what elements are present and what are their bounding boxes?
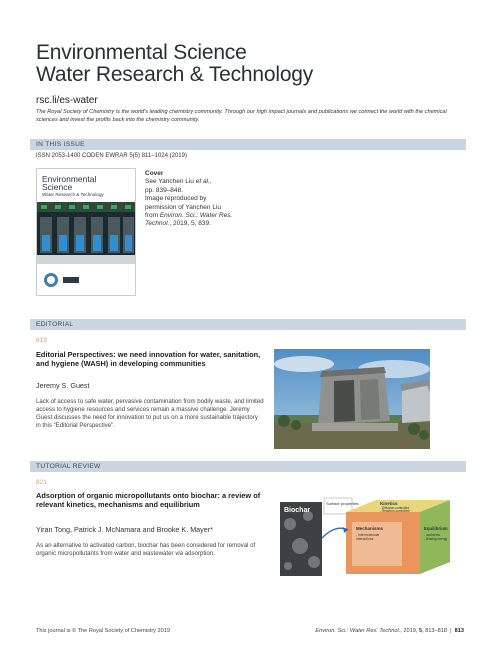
cover-line4: permission of Yanchen Liu xyxy=(145,203,222,211)
diagram-biochar-label: Biochar xyxy=(284,507,311,514)
journal-title-line1: Environmental Science xyxy=(36,41,247,64)
editorial-page-number: 819 xyxy=(36,337,47,344)
diagram-surface-label: Surface properties xyxy=(326,501,359,506)
footer-page-number: 813 xyxy=(454,628,464,634)
issn-line: ISSN 2053-1400 CODEN EWRAR 5(5) 811–1024 (2019) xyxy=(36,153,187,159)
diagram-kinetics-sub1: - Diffusion-controlled xyxy=(380,506,410,510)
journal-title xyxy=(36,42,313,86)
cover-mini-title1: Environmental xyxy=(42,174,97,184)
diagram-mech-sub2: interactions xyxy=(356,537,374,541)
tutorial-page-number: 821 xyxy=(36,479,47,486)
cover-line3: Image reproduced by xyxy=(145,195,207,203)
diagram-kinetics-label: Kinetics xyxy=(380,501,398,506)
tutorial-title[interactable]: Adsorption of organic micropollutants onto biochar: a review of relevant kinetics, mechanisms and equilibrium xyxy=(36,491,261,510)
editorial-photo[interactable] xyxy=(274,349,430,449)
section-bar-in-this-issue: IN THIS ISSUE xyxy=(30,139,466,150)
diagram-mechanisms-label: Mechanisms xyxy=(356,526,384,531)
editorial-title[interactable]: Editorial Perspectives: we need innovation for water, sanitation, and hygiene (WASH) in developing communities xyxy=(36,350,261,369)
latrine-photo-illustration xyxy=(274,349,430,449)
cover-caption xyxy=(145,170,285,229)
tutorial-graphical-abstract[interactable] xyxy=(280,494,456,586)
cover-mini-title2: Science xyxy=(42,182,73,192)
cover-line2: pp. 839–848. xyxy=(145,186,183,194)
editorial-abstract: Lack of access to safe water, pervasive contamination from bodily waste, and limited access to hygiene resources and services remain a massive challenge. Jeremy Guest discusses the need for innovation to put us on a more sustainable trajectory in this “Editorial Perspective”. xyxy=(36,398,264,429)
diagram-kinetics-sub2: - Reaction-controlled xyxy=(380,509,410,513)
tutorial-abstract: As an alternative to activated carbon, biochar has been considered for removal of organic micropollutants from water and wastewater via adsorption. xyxy=(36,542,256,557)
cover-line1: See Yanchen Liu et al., xyxy=(145,178,212,186)
biochar-diagram xyxy=(280,494,456,586)
diagram-eq-sub2: - Binding energy xyxy=(424,537,448,541)
cover-line6: Technol., 2019, 5, 839. xyxy=(145,220,211,228)
journal-title-line2: Water Research & Technology xyxy=(36,63,314,86)
cover-mini-title3: Water Research & Technology xyxy=(42,192,104,197)
diagram-eq-sub1: - Isotherms xyxy=(424,533,440,537)
journal-url[interactable]: rsc.li/es-water xyxy=(36,95,98,106)
journal-intro: The Royal Society of Chemistry is the world's leading chemistry community. Through our high impact journals and publications we connect the world with the chemical sciences and invest the profits back into the chemistry community. xyxy=(36,109,447,123)
footer-copyright: This journal is © The Royal Society of Chemistry 2019 xyxy=(36,628,170,634)
cover-heading: Cover xyxy=(145,170,164,177)
footer-citation: Environ. Sci.: Water Res. Technol., 2019, 5, 813–818 | 813 xyxy=(315,628,464,634)
editorial-authors: Jeremy S. Guest xyxy=(36,381,90,390)
diagram-equilibrium-label: Equilibrium xyxy=(424,526,448,531)
tutorial-authors: Yiran Tong, Patrick J. McNamara and Brooke K. Mayer* xyxy=(36,525,213,534)
section-bar-tutorial-review: TUTORIAL REVIEW xyxy=(30,461,466,472)
cover-image[interactable] xyxy=(36,168,136,296)
cover-illustration xyxy=(37,169,136,296)
section-bar-editorial: EDITORIAL xyxy=(30,319,466,330)
cover-line5: from Environ. Sci.: Water Res. xyxy=(145,212,233,220)
diagram-mech-sub1: - Intermolecular xyxy=(356,533,380,537)
